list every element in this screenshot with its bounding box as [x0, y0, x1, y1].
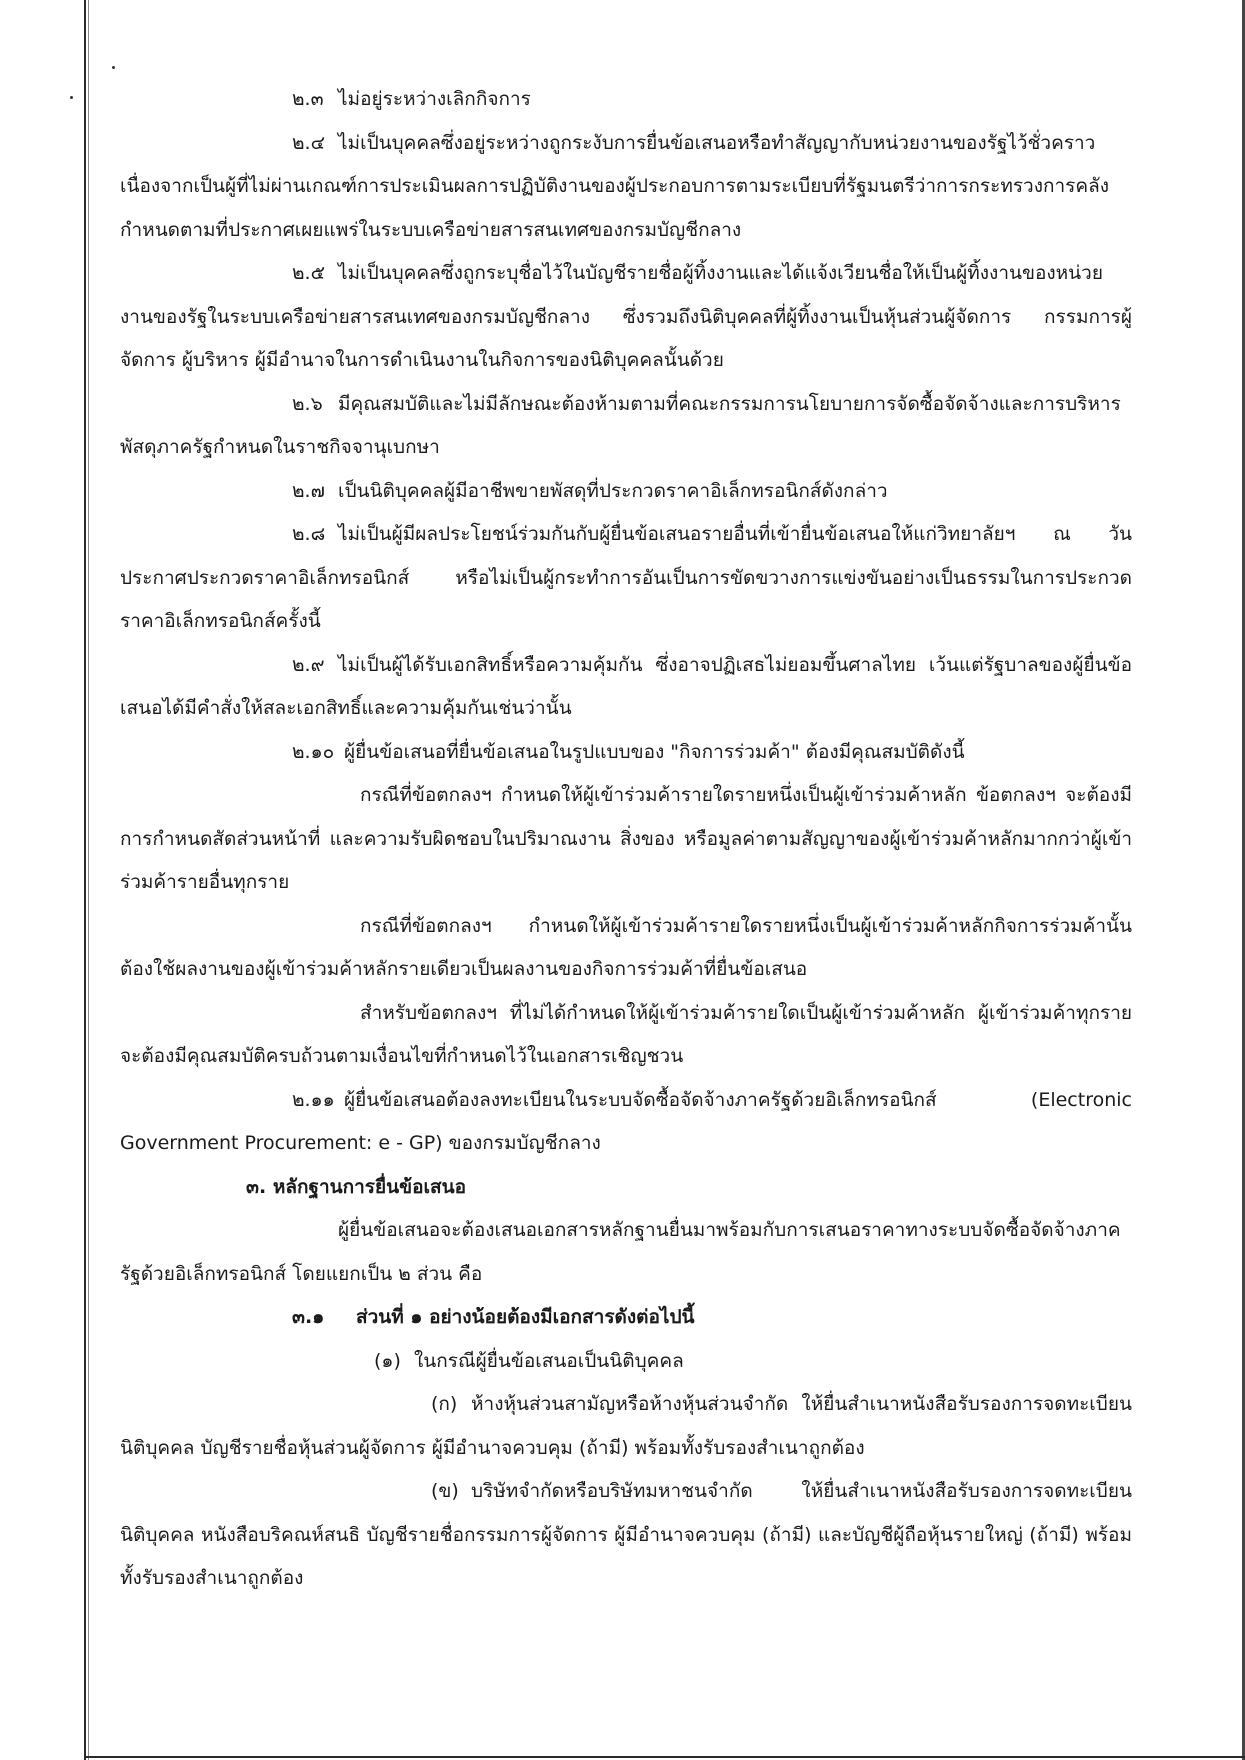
- jv-case-no-lead-partner: สำหรับข้อตกลงฯ ที่ไม่ได้กำหนดให้ผู้เข้าร่วมค้ารายใดเป็นผู้เข้าร่วมค้าหลัก ผู้เข้าร่วมค้าทุกรายจะต้องมีคุณสมบัติครบถ้วนตามเงื่อนไขที่กำหนดไว้ในเอกสารเชิญชวน: [120, 1001, 1132, 1067]
- clause-2-9: ๒.๙ ไม่เป็นผู้ได้รับเอกสิทธิ์หรือความคุ้มกัน ซึ่งอาจปฏิเสธไม่ยอมขึ้นศาลไทย เว้นแต่รัฐบาลของผู้ยื่นข้อเสนอได้มีคำสั่งให้สละเอกสิทธิ์และความคุ้มกันเช่นว่านั้น: [120, 653, 1132, 719]
- jv-case-lead-partner-work: กรณีที่ข้อตกลงฯ กำหนดให้ผู้เข้าร่วมค้ารายใดรายหนึ่งเป็นผู้เข้าร่วมค้าหลักกิจการร่วมค้านั้นต้องใช้ผลงานของผู้เข้าร่วมค้าหลักรายเดียวเป็นผลงานของกิจการร่วมค้าที่ยื่นข้อเสนอ: [120, 914, 1132, 980]
- page-left-edge-inner: [88, 0, 89, 1760]
- clause-2-5: ๒.๕ ไม่เป็นบุคคลซึ่งถูกระบุชื่อไว้ในบัญชีรายชื่อผู้ทิ้งงานและได้แจ้งเวียนชื่อให้เป็นผู้ทิ้งงานของหน่วยงานของรัฐในระบบเครือข่ายสารสนเทศของกรมบัญชีกลาง ซึ่งรวมถึงนิติบุคคลที่ผู้ทิ้งงานเป็นหุ้นส่วนผู้จัดการ กรรมการผู้จัดการ ผู้บริหาร ผู้มีอำนาจในการดำเนินงานในกิจการของนิติบุคคลนั้นด้วย: [120, 262, 1132, 371]
- scan-speck: [70, 96, 73, 99]
- scan-speck: [112, 66, 115, 69]
- clause-2-7: ๒.๗ เป็นนิติบุคคลผู้มีอาชีพขายพัสดุที่ประกวดราคาอิเล็กทรอนิกส์ดังกล่าว: [292, 479, 888, 502]
- clause-2-4: ๒.๔ ไม่เป็นบุคคลซึ่งอยู่ระหว่างถูกระงับการยื่นข้อเสนอหรือทำสัญญากับหน่วยงานของรัฐไว้ชั่วคราว เนื่องจากเป็นผู้ที่ไม่ผ่านเกณฑ์การประเมินผลการปฏิบัติงานของผู้ประกอบการตามระเบียบที่รัฐมนตรีว่าการกระทรวงการคลังกำหนดตามที่ประกาศเผยแพร่ในระบบเครือข่ายสารสนเทศของกรมบัญชีกลาง: [120, 131, 1110, 241]
- page-bottom-edge: [84, 1756, 1245, 1758]
- document-body: [120, 78, 1132, 1601]
- section-3-intro: ผู้ยื่นข้อเสนอจะต้องเสนอเอกสารหลักฐานยื่นมาพร้อมกับการเสนอราคาทางระบบจัดซื้อจัดจ้างภาครัฐด้วยอิเล็กทรอนิกส์ โดยแยกเป็น ๒ ส่วน คือ: [120, 1219, 1121, 1285]
- clause-2-8: ๒.๘ ไม่เป็นผู้มีผลประโยชน์ร่วมกันกับผู้ยื่นข้อเสนอรายอื่นที่เข้ายื่นข้อเสนอให้แก่วิทยาลัยฯ ณ วันประกาศประกวดราคาอิเล็กทรอนิกส์ หรือไม่เป็นผู้กระทำการอันเป็นการขัดขวางการแข่งขันอย่างเป็นธรรมในการประกวดราคาอิเล็กทรอนิกส์ครั้งนี้: [120, 523, 1132, 632]
- section-3-heading: ๓. หลักฐานการยื่นข้อเสนอ: [246, 1175, 467, 1198]
- clause-2-6: ๒.๖ มีคุณสมบัติและไม่มีลักษณะต้องห้ามตามที่คณะกรรมการนโยบายการจัดซื้อจัดจ้างและการบริหารพัสดุภาครัฐกำหนดในราชกิจจานุเบกษา: [120, 392, 1121, 458]
- section-3-1-heading: ๓.๑ ส่วนที่ ๑ อย่างน้อยต้องมีเอกสารดังต่อไปนี้: [292, 1306, 695, 1328]
- clause-2-10: ๒.๑๐ ผู้ยื่นข้อเสนอที่ยื่นข้อเสนอในรูปแบบของ "กิจการร่วมค้า" ต้องมีคุณสมบัติดังนี้: [292, 740, 965, 763]
- case-b-company: (ข) บริษัทจำกัดหรือบริษัทมหาชนจำกัด ให้ยื่นสำเนาหนังสือรับรองการจดทะเบียนนิติบุคคล หนังสือบริคณห์สนธิ บัญชีรายชื่อกรรมการผู้จัดการ ผู้มีอำนาจควบคุม (ถ้ามี) และบัญชีผู้ถือหุ้นรายใหญ่ (ถ้ามี) พร้อมทั้งรับรองสำเนาถูกต้อง: [120, 1480, 1132, 1589]
- page-left-edge: [84, 0, 86, 1760]
- clause-2-11: ๒.๑๑ ผู้ยื่นข้อเสนอต้องลงทะเบียนในระบบจัดซื้อจัดจ้างภาครัฐด้วยอิเล็กทรอนิกส์ (Electronic Government Procurement: e - GP) ของกรมบัญชีกลาง: [120, 1088, 1132, 1154]
- case-a-partnership: (ก) ห้างหุ้นส่วนสามัญหรือห้างหุ้นส่วนจำกัด ให้ยื่นสำเนาหนังสือรับรองการจดทะเบียนนิติบุคคล บัญชีรายชื่อหุ้นส่วนผู้จัดการ ผู้มีอำนาจควบคุม (ถ้ามี) พร้อมทั้งรับรองสำเนาถูกต้อง: [120, 1393, 1132, 1459]
- case-1-juristic-person: (๑) ในกรณีผู้ยื่นข้อเสนอเป็นนิติบุคคล: [374, 1349, 684, 1372]
- jv-case-lead-partner: กรณีที่ข้อตกลงฯ กำหนดให้ผู้เข้าร่วมค้ารายใดรายหนึ่งเป็นผู้เข้าร่วมค้าหลัก ข้อตกลงฯ จะต้องมีการกำหนดสัดส่วนหน้าที่ และความรับผิดชอบในปริมาณงาน สิ่งของ หรือมูลค่าตามสัญญาของผู้เข้าร่วมค้าหลักมากกว่าผู้เข้าร่วมค้ารายอื่นทุกราย: [120, 784, 1132, 893]
- clause-2-3: ๒.๓ ไม่อยู่ระหว่างเลิกกิจการ: [292, 88, 531, 110]
